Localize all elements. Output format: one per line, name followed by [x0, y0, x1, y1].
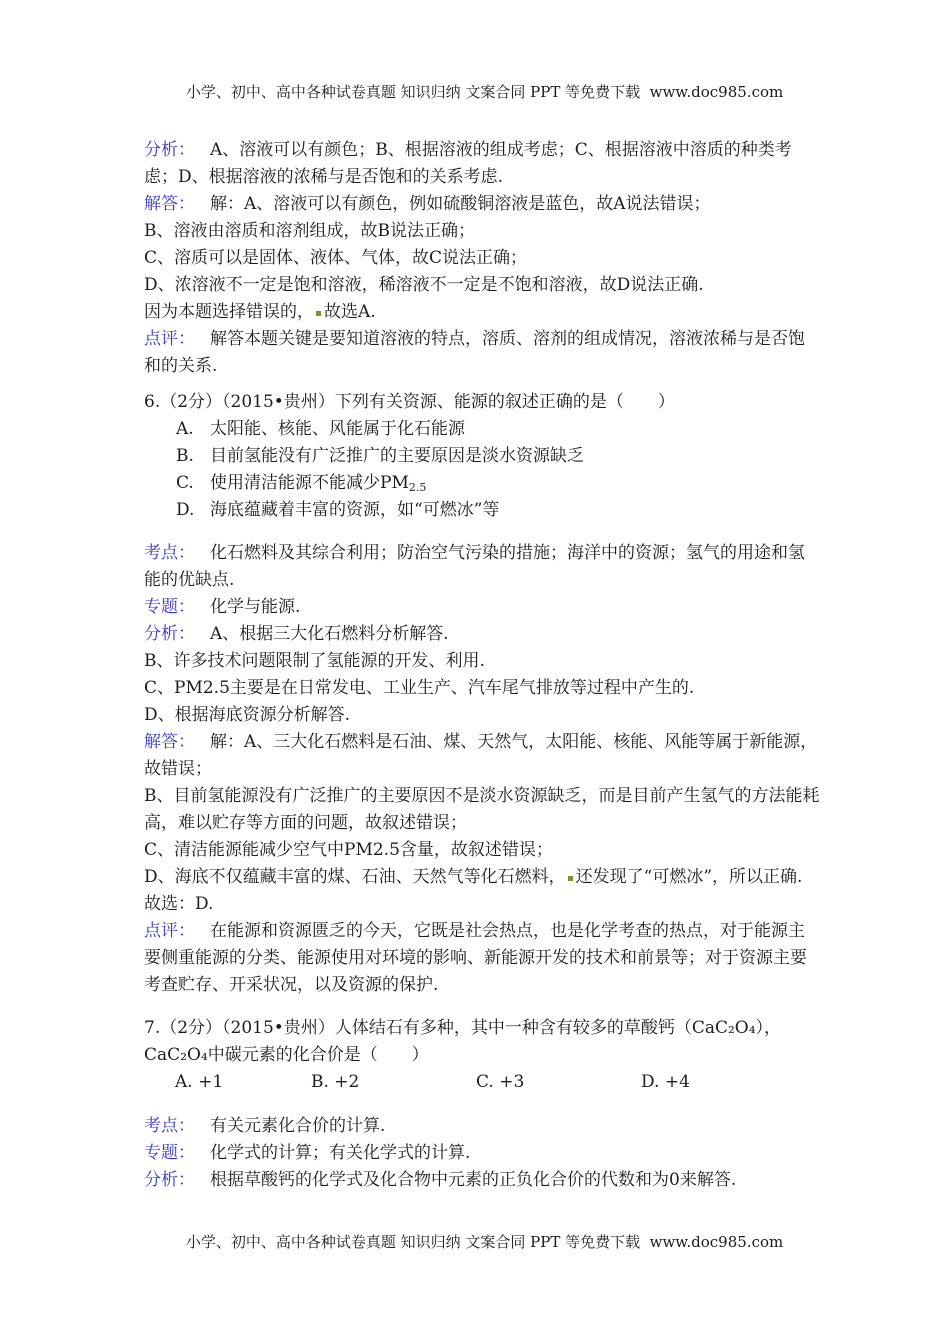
q5-answer-line-d: D、浓溶液不一定是饱和溶液，稀溶液不一定是不饱和溶液，故D说法正确. [144, 275, 704, 295]
option-b: B. +2 [311, 1072, 360, 1092]
annotation-dot [568, 876, 573, 881]
q6-jieda-paragraph [144, 729, 820, 783]
question-6-stem: 6.（2分）（2015•贵州）下列有关资源、能源的叙述正确的是（ ） [144, 392, 675, 412]
q6-jieda-line-c: C、清洁能源能减少空气中PM2.5含量，故叙述错误； [144, 840, 553, 860]
question-7-explanation [144, 1113, 820, 1194]
q5-answer-conclusion [144, 299, 820, 326]
document-content [144, 137, 820, 1194]
conclusion-post: 故选A. [324, 302, 376, 322]
option-d: D. +4 [641, 1072, 690, 1092]
q6-dianping-paragraph [144, 918, 820, 999]
option-a-text: 太阳能、核能、风能属于化石能源 [210, 419, 465, 439]
question-6-option-d [144, 497, 820, 524]
question-6-option-c [144, 470, 820, 497]
zhuanti-label: 专题： [144, 597, 195, 617]
conclusion-pre: 因为本题选择错误的， [144, 302, 314, 322]
option-b-text: 目前氢能没有广泛推广的主要原因是淡水资源缺乏 [210, 446, 584, 466]
zhuanti-label: 专题： [144, 1143, 195, 1163]
annotation-dot [316, 311, 321, 316]
question-7-stem-line2: CaC₂O₄中碳元素的化合价是（ ） [144, 1045, 429, 1065]
q6-jieda-line-b: B、目前氢能源没有广泛推广的主要原因不是淡水资源缺乏，而是目前产生氢气的方法能耗高，难以贮存等方面的问题，故叙述错误； [144, 786, 820, 833]
option-a: A. +1 [175, 1072, 224, 1092]
zhuanti-text: 化学与能源. [210, 597, 301, 617]
fenxi-text: A、根据三大化石燃料分析解答. [210, 624, 449, 644]
q6-fenxi-line-d: D、根据海底资源分析解答. [144, 705, 351, 725]
q7-kaodian-paragraph [144, 1113, 820, 1140]
q6-kaodian-paragraph [144, 540, 820, 594]
option-d-label: D. [176, 500, 195, 520]
question-7-options [144, 1069, 820, 1096]
jieda-text: 解：A、三大化石燃料是石油、煤、天然气，太阳能、核能、风能等属于新能源，故错误； [144, 732, 818, 779]
kaodian-text: 有关元素化合价的计算. [210, 1116, 386, 1136]
question-6-option-b [144, 443, 820, 470]
option-b-label: B. [176, 446, 194, 466]
q6-jieda-conclusion: 故选：D. [144, 894, 214, 914]
question-6 [144, 389, 820, 524]
zhuanti-text: 化学式的计算；有关化学式的计算. [210, 1143, 471, 1163]
kaodian-text: 化石燃料及其综合利用；防治空气污染的措施；海洋中的资源；氢气的用途和氢能的优缺点. [144, 543, 805, 590]
question-6-explanation [144, 540, 820, 999]
jieda-d-post: 还发现了“可燃冰”，所以正确. [575, 867, 803, 887]
q6-jieda-line-d [144, 864, 820, 891]
jieda-label: 解答： [144, 732, 195, 752]
kaodian-label: 考点： [144, 543, 195, 563]
q5-analysis-paragraph [144, 137, 820, 191]
option-c: C. +3 [476, 1072, 525, 1092]
answer-line-a: 解：A、溶液可以有颜色，例如硫酸铜溶液是蓝色，故A说法错误； [210, 194, 711, 214]
comment-text: 解答本题关键是要知道溶液的特点，溶质、溶剂的组成情况，溶液浓稀与是否饱和的关系. [144, 329, 805, 376]
q6-fenxi-line-c: C、PM2.5主要是在日常发电、工业生产、汽车尾气排放等过程中产生的. [144, 678, 695, 698]
page-header [0, 62, 950, 122]
q6-fenxi-paragraph [144, 621, 820, 648]
fenxi-label: 分析： [144, 1170, 195, 1190]
q5-answer-paragraph [144, 191, 820, 218]
q5-comment-paragraph [144, 326, 820, 380]
q7-zhuanti-paragraph [144, 1140, 820, 1167]
fenxi-label: 分析： [144, 624, 195, 644]
q5-answer-line-b: B、溶液由溶质和溶剂组成，故B说法正确； [144, 221, 475, 241]
option-c-text-main: 使用清洁能源不能减少PM [210, 473, 409, 493]
option-d-text: 海底蕴藏着丰富的资源，如“可燃冰”等 [210, 500, 500, 520]
q5-answer-line-c: C、溶质可以是固体、液体、气体，故C说法正确； [144, 248, 528, 268]
analysis-label: 分析： [144, 140, 195, 160]
footer-text: 小学、初中、高中各种试卷真题 知识归纳 文案合同 PPT 等免费下载 www.doc985.com [185, 1233, 784, 1251]
option-c-label: C. [176, 473, 194, 493]
comment-label: 点评： [144, 329, 195, 349]
question-7 [144, 1015, 820, 1096]
q7-fenxi-paragraph [144, 1167, 820, 1194]
page-footer [0, 1212, 950, 1272]
dianping-label: 点评： [144, 921, 195, 941]
pm25-subscript: 2.5 [408, 481, 427, 494]
dianping-text: 在能源和资源匮乏的今天，它既是社会热点，也是化学考查的热点，对于能源主要侧重能源的分类、能源使用对环境的影响、新能源开发的技术和前景等；对于资源主要考查贮存、开采状况，以及资源的保护. [144, 921, 807, 995]
option-a-label: A. [176, 419, 194, 439]
option-c-text [210, 473, 426, 493]
header-text: 小学、初中、高中各种试卷真题 知识归纳 文案合同 PPT 等免费下载 www.doc985.com [185, 83, 784, 101]
analysis-text: A、溶液可以有颜色；B、根据溶液的组成考虑；C、根据溶液中溶质的种类考虑；D、根据溶液的浓稀与是否饱和的关系考虑. [144, 140, 792, 187]
answer-label: 解答： [144, 194, 195, 214]
q6-fenxi-line-b: B、许多技术问题限制了氢能源的开发、利用. [144, 651, 485, 671]
question-6-option-a [144, 416, 820, 443]
kaodian-label: 考点： [144, 1116, 195, 1136]
fenxi-text: 根据草酸钙的化学式及化合物中元素的正负化合价的代数和为0来解答. [210, 1170, 737, 1190]
q6-zhuanti-paragraph [144, 594, 820, 621]
jieda-d-pre: D、海底不仅蕴藏丰富的煤、石油、天然气等化石燃料， [144, 867, 566, 887]
question-7-stem-line1: 7.（2分）（2015•贵州）人体结石有多种，其中一种含有较多的草酸钙（CaC₂O₄）， [144, 1018, 782, 1038]
